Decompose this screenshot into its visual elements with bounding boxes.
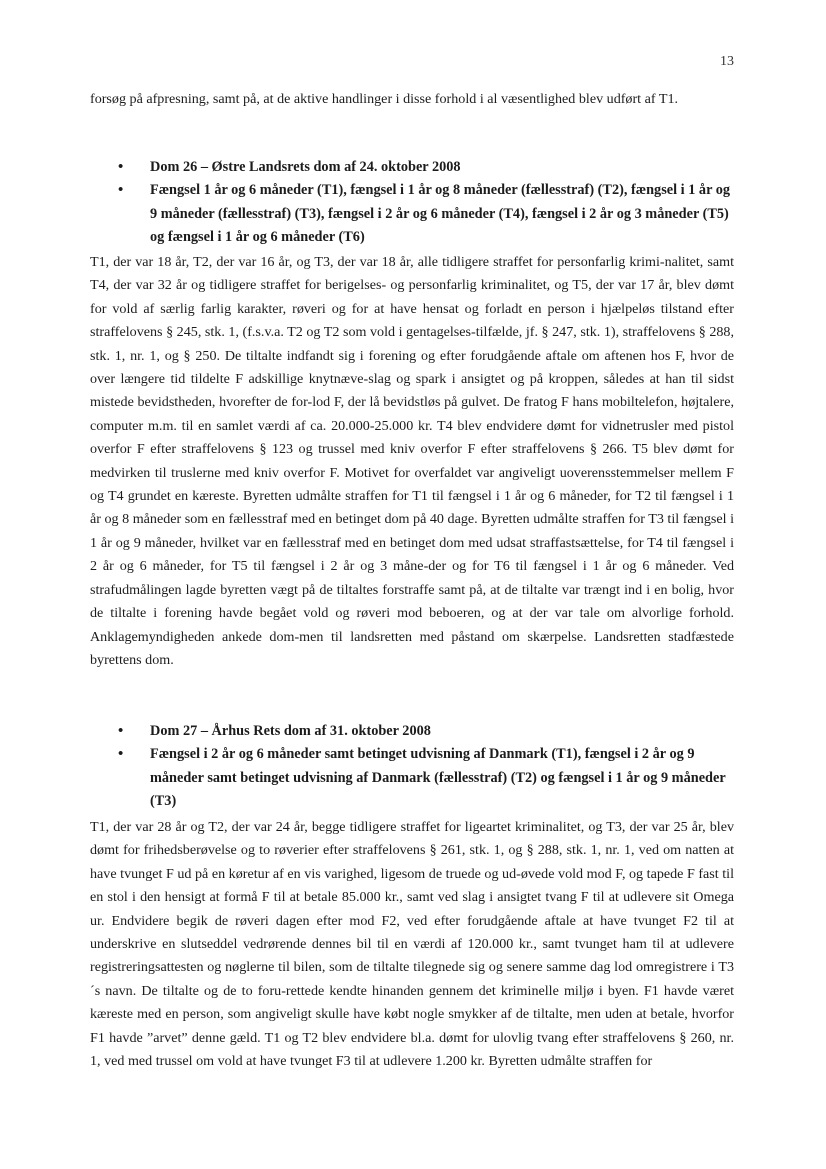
bullet-item-sentence (118, 743, 736, 813)
case-27-body: T1, der var 28 år og T2, der var 24 år, begge tidligere straffet for ligeartet kriminalitet, og T3, der var 25 år, blev dømt for frihedsberøvelse og to røverier efter straffelovens § 261, stk. 1, og § 288, stk. 1, nr. 1, ved om natten at have tvunget F ud på en køretur af en vis varighed, ligesom de truede og ud-øvede vold mod F, og tapede F fast til en stol i den hensigt at formå F til at betale 85.000 kr., samt ved slag i ansigtet tvang F til at udlevere sit Omega ur. Endvidere begik de røveri dagen efter mod F2, ved efter forudgående aftale at have tvunget F2 til at underskrive en slutseddel vedrørende dennes bil til en værdi af 120.000 kr., samt tvunget ham til at udlevere registreringsattesten og nøglerne til bilen, som de tiltalte tilegnede sig og senere samme dag lod omregistrere i T3´s navn. De tiltalte og de to foru-rettede kendte hinanden gennem det kriminelle miljø i byen. F1 havde været kæreste med en person, som angiveligt skulle have købt nogle smykker af de tiltalte, men uden at betale, hvorfor F1 havde ”arvet” denne gæld. T1 og T2 blev endvidere bl.a. dømt for ulovlig tvang efter straffelovens § 260, nr. 1, ved med trussel om vold at have tvunget F3 til at udlevere 1.200 kr. Byretten udmålte straffen for (90, 819, 734, 1070)
bullet-icon: • (118, 182, 124, 199)
bullet-icon: • (118, 723, 124, 739)
bullet-item-sentence (118, 179, 736, 249)
case-26-bullet-list (118, 156, 736, 250)
bullet-item-case-title (118, 156, 736, 179)
case-27-title: Dom 27 – Århus Rets dom af 31. oktober 2008 (150, 723, 431, 739)
bullet-icon: • (118, 746, 124, 763)
case-26-body: T1, der var 18 år, T2, der var 16 år, og T3, der var 18 år, alle tidligere straffet for personfarlig krimi-nalitet, samt T4, der var 32 år og tidligere straffet for berigelses- og personfarlig kriminalitet, og T5, der var 17 år, blev dømt for vold af særlig farlig karakter, røveri og for at have hensat og forladt en person i hjælpeløs tilstand efter straffelovens § 245, stk. 1, (f.s.v.a. T2 og T2 som vold i gentagelses-tilfælde, jf. § 247, stk. 1), straffelovens § 288, stk. 1, nr. 1, og § 250. De tiltalte indfandt sig i forening og efter forudgående aftale om aftenen hos F, hvor de over længere tid tildelte F adskillige knytnæve-slag og spark i ansigtet og på kroppen, således at han til sidst mistede bevidstheden, hvorefter de for-lod F, der lå bevidstløs på gulvet. De fratog F hans mobiltelefon, højtalere, computer m.m. til en samlet værdi af ca. 20.000-25.000 kr. T4 blev endvidere dømt for vidnetrusler med pistol overfor F efter straffelovens § 123 og trussel med kniv overfor F efter straffelovens § 266. T5 blev dømt for medvirken til truslerne med kniv overfor F. Motivet for overfaldet var angiveligt uoverensstemmelser mellem F og T4 grundet en kæreste. Byretten udmålte straffen for T1 til fængsel i 1 år og 6 måneder, for T2 til fængsel i 1 år og 8 måneder som en fællesstraf med en betinget dom på 40 dage. Byretten udmålte straffen for T3 til fængsel i 1 år og 9 måneder, hvilket var en fællesstraf med en betinget dom med udsat straffastsættelse, for T4 til fængsel i 2 år og 6 måneder, for T5 til fængsel i 2 år og 3 måne-der og for T6 til fængsel i 1 år og 6 måneder. Ved strafudmålingen lagde byretten vægt på de tiltaltes forstraffe samt på, at de tiltalte var trængt ind i en bolig, hvor de tiltalte i forening havde begået vold og røveri mod beboeren, og at der var tale om alvorlige forhold. Anklagemyndigheden ankede dom-men til landsretten med påstand om skærpelse. Landsretten stadfæstede byrettens dom. (90, 254, 734, 668)
bullet-icon: • (118, 159, 124, 175)
case-26-title: Dom 26 – Østre Landsrets dom af 24. oktober 2008 (150, 159, 461, 175)
intro-paragraph: forsøg på afpresning, samt på, at de aktive handlinger i disse forhold i al væsentlighed blev udført af T1. (90, 91, 679, 107)
bullet-item-case-title (118, 720, 736, 743)
case-26-sentence: Fængsel 1 år og 6 måneder (T1), fængsel i 1 år og 8 måneder (fællesstraf) (T2), fængsel i 1 år og 9 måneder (fællesstraf) (T3), fængsel i 2 år og 6 måneder (T4), fængsel i 2 år og 3 måneder (T5) og fængsel i 1 år og 6 måneder (T6) (150, 182, 731, 246)
page-number: 13 (720, 54, 734, 69)
case-27-sentence: Fængsel i 2 år og 6 måneder samt betinget udvisning af Danmark (T1), fængsel i 2 år og 9 måneder samt betinget udvisning af Danmark (fællesstraf) (T2) og fængsel i 1 år og 9 måneder (T3) (150, 746, 726, 810)
case-27-bullet-list (118, 720, 736, 814)
